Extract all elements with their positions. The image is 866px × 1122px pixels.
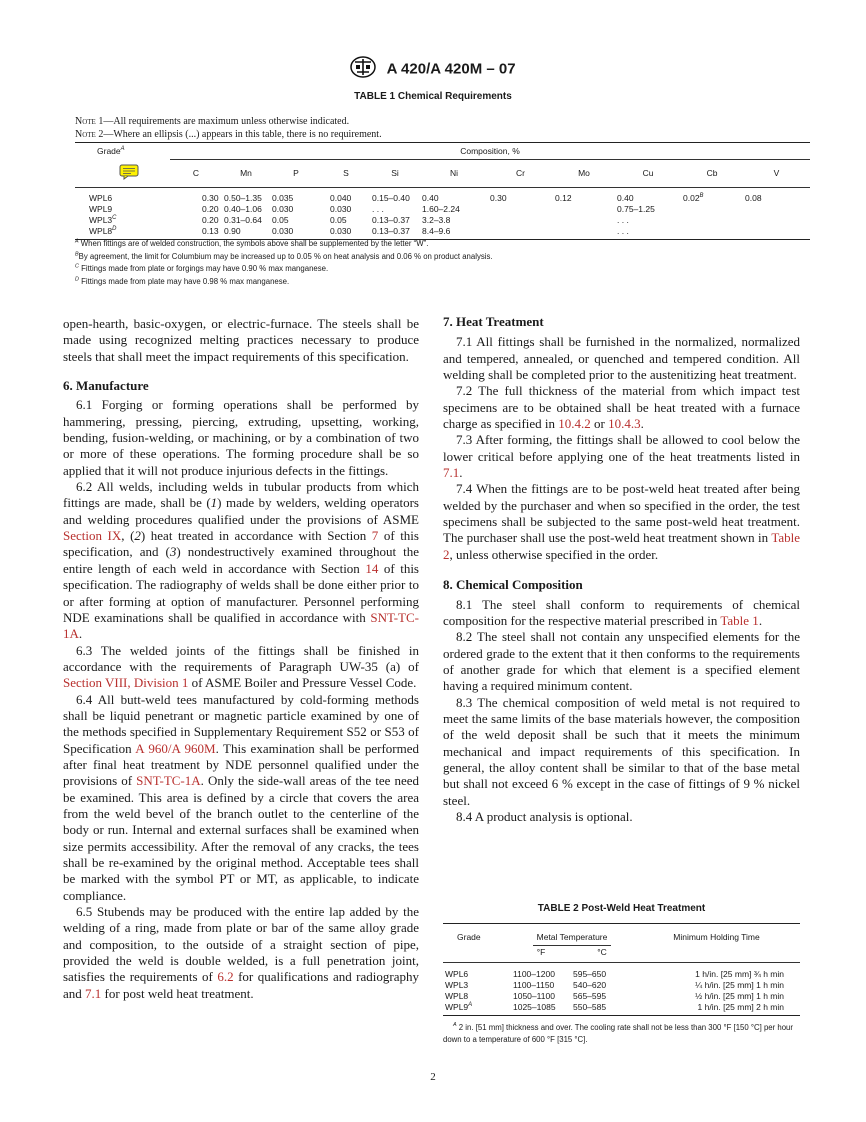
cell: 0.75–1.25 [617,203,655,214]
cell: 0.05 [330,214,347,225]
link[interactable]: 7 [371,528,379,544]
cell: 0.15–0.40 [372,192,410,203]
element-header: Cu [615,160,681,188]
cell [488,204,553,215]
cell: 0.30 [202,192,219,203]
cell: 0.20 [202,203,219,214]
cell: 1050–1100 [513,991,555,1001]
footnote: $^C$ Fittings made from plate or forgings may have 0.90 % max manganese. [75,263,329,273]
cell: ¼ h/in. [25 mm] 1 h min [695,980,784,990]
cell [488,215,553,226]
post-weld-heat-treatment-table [443,923,800,1016]
cell: 0.50–1.35 [224,192,262,203]
element-header: V [743,160,810,188]
unit-f: °F [511,943,571,963]
cell: 0.12 [555,192,572,203]
paragraph: 7.1 All fittings shall be furnished in the normalized, normalized and tempered, annealed, or quenched and tempered condition. All welding shall be completed prior to the austenitizing heat treatment. [443,334,800,383]
table1-title: TABLE 1 Chemical Requirements [354,91,512,102]
element-header: C [170,160,222,188]
cell [681,215,743,226]
cell: 0.030 [330,203,352,214]
cell: ½ h/in. [25 mm] 1 h min [695,991,784,1001]
cell: 0.035 [272,192,294,203]
element-header: P [270,160,322,188]
cell: 0.13–0.37 [372,214,410,225]
grade-cell: $WPL8^D$ [75,226,170,240]
section-heading: 8. Chemical Composition [443,577,583,593]
element-header: Cb [681,160,743,188]
holding-header: Minimum Holding Time [633,924,800,963]
footnote: $^A$ When fittings are of welded construction, the symbols above shall be supplemented by the letter “W”. [75,238,429,248]
table-row [443,1002,800,1016]
cell: 1 h/in. [25 mm] 2 h min [633,1002,800,1016]
table-row [75,215,810,226]
cell: 8.4–9.6 [420,226,488,240]
cell: 0.30 [490,192,507,203]
link[interactable]: 6.2 [217,969,234,985]
cell [743,204,810,215]
link[interactable]: 7.1 [85,985,102,1001]
cell: 540–620 [573,980,607,990]
cell [553,226,615,240]
metal-temp-header: Metal Temperature [511,924,633,944]
table2-title: TABLE 2 Post-Weld Heat Treatment [537,903,706,914]
cell: 1100–1150 [513,980,555,990]
paragraph: 7.2 The full thickness of the material from which impact test specimens are to be obtained shall be heat treated with a furnace charge as specified in 10.4.2 or 10.4.3. [443,383,800,432]
table-row [75,187,810,204]
cell [681,226,743,240]
link[interactable]: SNT-TC-1A [63,609,419,642]
paragraph: 6.4 All butt-weld tees manufactured by cold-forming methods shall be liquid penetrant or magnetic particle examined by one of the methods specified in Supplementary Requirement S52 or S53 of Specification A 960/A 960M. This examination shall be performed after final heat treatment by NDE personnel qualified under the provisions of SNT-TC-1A. Only the side-wall areas of the tee need be examined. This area is defined by a circle that covers the area from the weld bevel of the branch outlet to the centerline of the body or run. Internal and external surfaces shall be examined when size permits accessibility. After the removal of any cracks, the tees shall be re-examined by the original method. Acceptable tees shall be marked with the symbol PT or MT, as applicable, to indicate compliance. [63,691,420,903]
cell: 1.60–2.24 [422,203,460,214]
footnote: $^D$ Fittings made from plate may have 0.98 % max manganese. [75,275,290,286]
cell: 1100–1200 [513,969,555,979]
cell: 0.040 [330,192,352,203]
cell: 0.40 [422,192,439,203]
cell: 0.40 [617,192,634,203]
cell: 550–585 [571,1002,633,1016]
cell: . . . [617,214,629,225]
footnote: $^B$By agreement, the limit for Columbium may be increased up to 0.05 % on heat analysis and 0.06 % on product analysis. [75,250,493,261]
page-number: 2 [430,1071,436,1083]
paragraph: 6.3 The welded joints of the fittings shall be finished in accordance with the requirements of Paragraph UW-35 (a) of Section VIII, Division 1 of ASME Boiler and Pressure Vessel Code. [63,642,419,691]
element-header: S [322,160,370,188]
link[interactable]: Section IX [63,528,122,544]
element-header: Si [370,160,420,188]
table2-footnote: $^A$ 2 in. [51 mm] thickness and over. The cooling rate shall not be less than 300 °F [150 °C] per hour down to a temperature of 600 °F [315 °C]. [443,1022,793,1044]
grade-cell: WPL6 [445,969,469,979]
cell: . . . [372,203,384,214]
paragraph: 8.4 A product analysis is optional. [456,808,633,824]
cell: $0.02^B$ [683,192,704,203]
grade-cell: WPL9 [89,203,113,214]
element-header: Mn [222,160,270,188]
left-column [63,316,419,1002]
grade-header: Grade [443,924,511,963]
cell: 0.05 [272,214,289,225]
link[interactable]: Table 1 [720,612,759,628]
paragraph: 6.2 All welds, including welds in tubular products from which fittings are made, shall be (1) made by welders, welding operators and welding procedures qualified under the provisions of ASME Section IX, (2) heat treated in accordance with Section 7 of this specification, and (3) nondestructively examined throughout the entire length of each weld in accordance with Section 14 of this specification. The radiography of welds shall be done either prior to or after forming at option of manufacturer. Personnel performing NDE examinations shall be qualified in accordance with SNT-TC-1A. [63,479,419,642]
cell: 0.030 [272,203,294,214]
section-heading: 7. Heat Treatment [443,314,544,329]
link[interactable]: Table 2 [443,530,800,562]
grade-cell: $WPL3^C$ [89,214,117,225]
cell [553,215,615,226]
paragraph: 8.3 The chemical composition of weld metal is not required to meet the same limits of the base materials however, the composition of the weld deposit shall be such that it meets the minimum mechanical and impact requirements of this specification. In general, the alloy content shall be similar to that of the base metal but shall not exceed 6 % except in the case of fittings of 9 % nickel steel. [443,694,800,808]
cell: 565–595 [573,991,607,1001]
grade-cell: WPL3 [445,980,469,990]
paragraph: 8.2 The steel shall not contain any unspecified elements for the ordered grade to the extent that it then conforms to the requirements of another grade for which that element is a specified element having a required minimum content. [443,629,800,694]
cell: 0.40–1.06 [224,203,262,214]
section-heading: 6. Manufacture [63,378,149,394]
table1-notes [75,115,382,141]
cell [488,226,553,240]
chemical-requirements-table [75,142,810,240]
paragraph: 7.4 When the fittings are to be post-weld heat treated after being welded by the purchaser and when so specified in the order, the test specimens shall be subjected to the same post-weld heat treatment. The purchaser shall use the post-weld heat treatment shown in Table 2, unless otherwise specified in the order. [443,481,800,562]
element-header: Ni [420,160,488,188]
grade-header: Grade$^A$ [75,143,170,160]
document-id: A 420/A 420M – 07 [386,60,516,78]
link[interactable]: Section VIII, Division 1 [63,675,189,691]
cell: 1025–1085 [511,1002,571,1016]
cell: 3.2–3.8 [422,214,451,225]
grade-cell: WPL6 [89,192,113,203]
cell [553,204,615,215]
link[interactable]: 7.1 [443,465,460,481]
cell [743,215,810,226]
composition-header: Composition, % [170,143,810,160]
cell: 0.13–0.37 [370,226,420,240]
grade-cell: WPL8 [445,991,469,1001]
right-column [443,314,800,825]
table-row [443,963,800,981]
cell: 0.90 [222,226,270,240]
grade-cell: $WPL9^A$ [443,1002,511,1016]
link[interactable]: 10.4.2 [558,416,591,432]
cell [681,204,743,215]
paragraph: open-hearth, basic-oxygen, or electric-furnace. The steels shall be made using recognized melting practices necessary to produce steels that shall meet the impact requirements of this specification. [63,316,419,364]
link[interactable]: 14 [365,560,379,576]
table1-note2: Note 2—Where an ellipsis (...) appears in this table, there is no requirement. [75,129,382,140]
cell: 1 h/in. [25 mm] ¾ h min [695,969,784,979]
cell [743,226,810,240]
paragraph: 6.5 Stubends may be produced with the entire lap added by the welding of a ring, made from plate or bar of the same alloy grade and composition, to the outside of a straight section of pipe, provided the weld is double welded, is a full penetration joint, satisfies the requirements of 6.2 for qualifications and radiography and 7.1 for post weld heat treatment. [63,904,419,1001]
cell: . . . [615,226,681,240]
table-row [443,991,800,1002]
cell: 0.030 [322,226,370,240]
table1-note1: Note 1—All requirements are maximum unless otherwise indicated. [75,116,350,127]
table-row [75,204,810,215]
paragraph: 7.3 After forming, the fittings shall be allowed to cool below the lower critical before applying one of the heat treatments listed in 7.1. [443,432,800,481]
cell: 0.20 [202,214,219,225]
cell: 0.08 [745,192,762,203]
paragraph: 8.1 The steel shall conform to requirements of chemical composition for the respective material prescribed in Table 1. [443,596,800,628]
cell: 0.31–0.64 [224,214,262,225]
cell: 0.13 [170,226,222,240]
table-row [75,226,810,240]
cell: 0.030 [270,226,322,240]
unit-c: °C [571,943,633,963]
cell: 595–650 [573,969,607,979]
table1-footnotes [75,238,493,288]
comment-icon[interactable] [75,160,170,188]
element-header: Mo [553,160,615,188]
table-row [443,980,800,991]
document-header [0,56,866,82]
element-header: Cr [488,160,553,188]
paragraph: 6.1 Forging or forming operations shall be performed by hammering, pressing, piercing, extruding, upsetting, working, bending, fusion-welding, or machining, or by a combination of two or more of these operations. The forming procedure shall be so applied that it will not produce injurious defects in the fittings. [63,397,419,478]
link[interactable]: SNT-TC-1A [136,773,201,789]
astm-logo-icon [350,56,376,82]
link[interactable]: 10.4.3 [608,416,641,432]
link[interactable]: A 960/A 960M [135,740,216,756]
